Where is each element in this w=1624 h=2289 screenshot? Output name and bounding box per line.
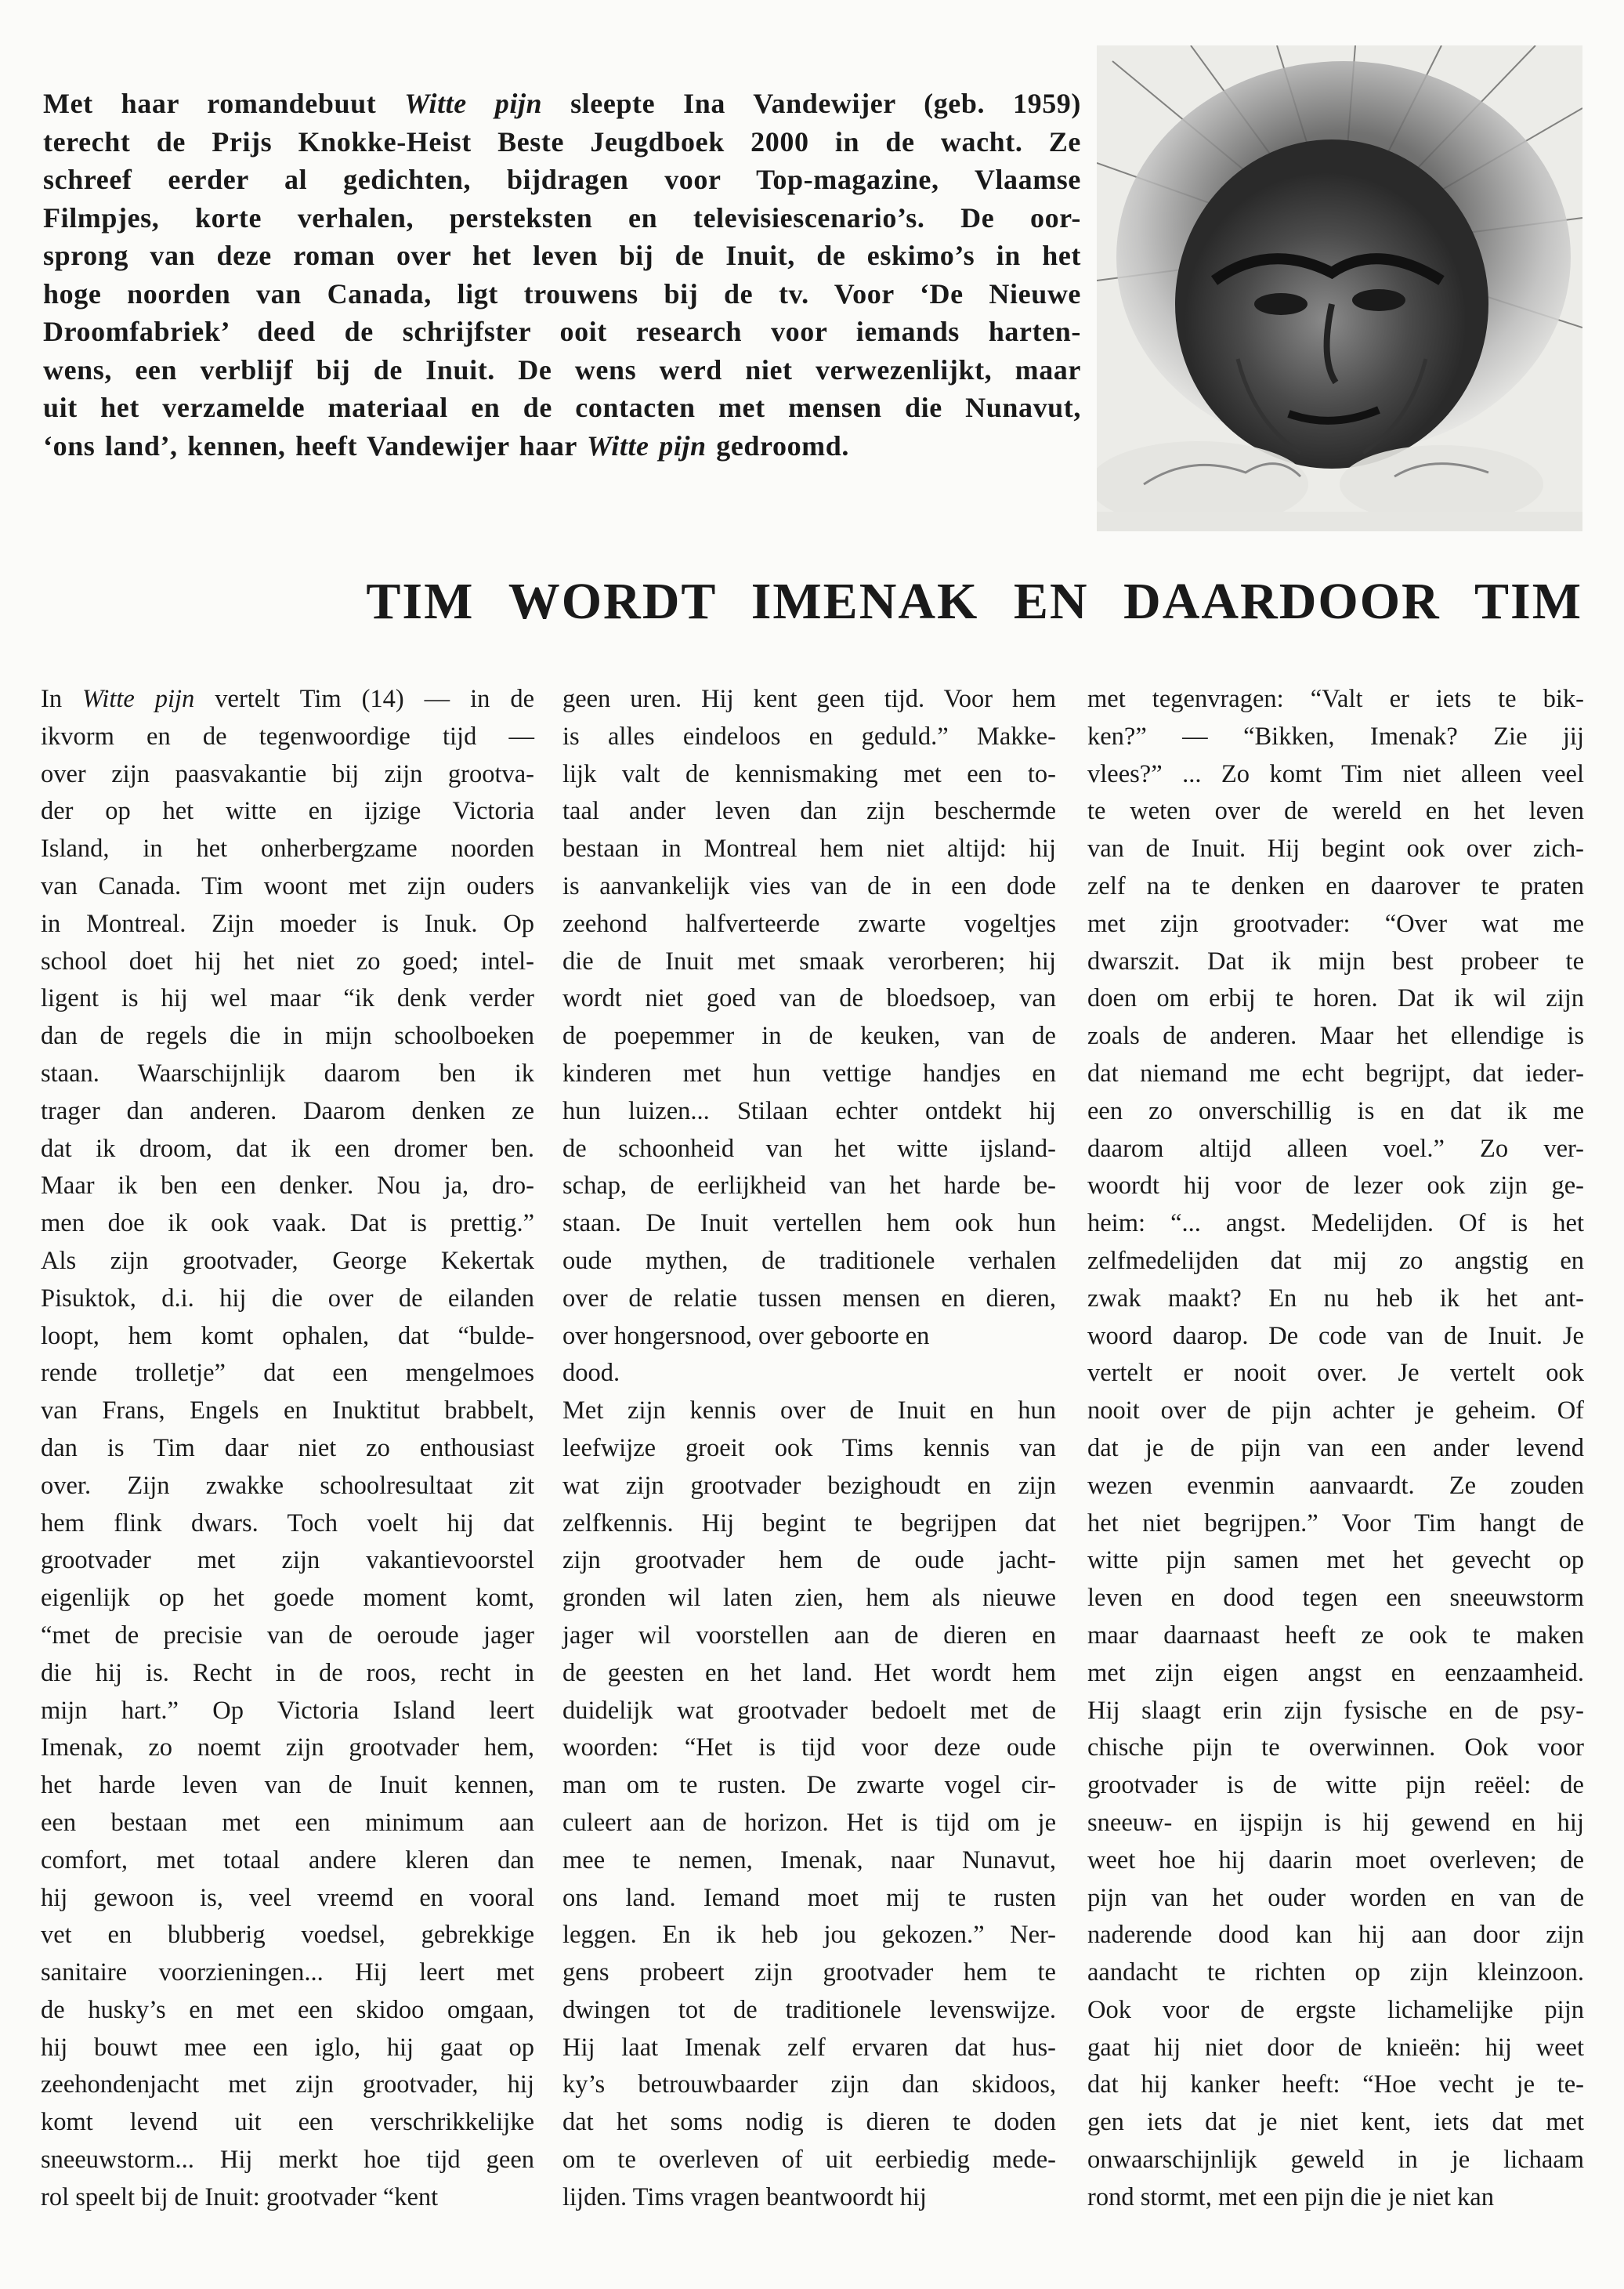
text-line [41,906,534,943]
text-line [562,1655,1056,1693]
text-segment: woordt hij voor de lezer ook zijn ge- [1087,1172,1584,1201]
text-segment: kinderen met hun vettige handjes en [562,1059,1056,1088]
text-segment: wezen evenmin aanvaardt. Ze zouden [1087,1471,1584,1500]
text-line [1087,719,1584,756]
text-line [562,1617,1056,1655]
text-segment: aandacht te richten op zijn kleinzoon. [1087,1958,1584,1987]
text-segment: het niet begrijpen.” Voor Tim hangt de [1087,1508,1584,1537]
text-segment: taal ander leven dan zijn beschermde [562,797,1056,826]
text-line [562,1767,1056,1805]
text-line [41,831,534,868]
text-line [41,1430,534,1468]
text-segment: wat zijn grootvader bezighoudt en zijn [562,1471,1056,1500]
text-segment: die hij is. Recht in de roos, recht in [41,1658,534,1687]
text-line [1087,1355,1584,1393]
text-segment: dat niemand me echt begrijpt, dat ieder- [1087,1059,1584,1088]
text-segment: zoals de anderen. Maar het ellendige is [1087,1022,1584,1051]
text-segment: Pisuktok, d.i. hij die over de eilanden [41,1284,534,1313]
text-line [43,313,1081,351]
text-segment: met tegenvragen: “Valt er iets te bik- [1087,685,1584,713]
text-segment: van de Inuit. Hij begint ook over zich- [1087,835,1584,864]
text-line [43,199,1081,237]
text-line [41,1093,534,1131]
text-line [1087,1580,1584,1617]
text-segment: zeehond halfverteerde zwarte vogeltjes [562,909,1056,938]
text-segment: daarom altijd alleen voel.” Zo ver- [1087,1134,1584,1163]
text-line [562,1992,1056,2030]
text-segment: comfort, met totaal andere kleren dan [41,1845,534,1874]
text-segment: grootvader met zijn vakantievoorstel [41,1546,534,1575]
text-segment: mee te nemen, Imenak, naar Nunavut, [562,1845,1056,1874]
text-segment: dwarszit. Dat ik mijn best probeer te [1087,947,1584,976]
text-line [562,1131,1056,1168]
text-line [562,1280,1056,1318]
text-line [1087,1205,1584,1243]
text-segment: men doe ik ook vaak. Dat is prettig.” [41,1209,534,1238]
text-line [1087,1767,1584,1805]
text-segment: nooit over de pijn achter je geheim. Of [1087,1396,1584,1425]
text-line [41,1131,534,1168]
text-segment: vet en blubberig voedsel, gebrekkige [41,1921,534,1950]
text-segment: een bestaan met een minimum aan [41,1808,534,1837]
text-line [562,1093,1056,1131]
text-segment: Met haar romandebuut [43,88,405,119]
text-segment: geen uren. Hij kent geen tijd. Voor hem [562,685,1056,713]
text-segment: sneeuw- en ijspijn is hij gewend en hij [1087,1808,1584,1837]
text-line [562,1355,1056,1393]
text-segment: dat ik droom, dat ik een dromer ben. [41,1134,534,1163]
text-line [562,1580,1056,1617]
text-line [41,1992,534,2030]
text-line [43,351,1081,389]
text-segment: woord daarop. De code van de Inuit. Je [1087,1321,1584,1350]
text-segment: rende trolletje” dat een mengelmoes [41,1359,534,1388]
text-line [41,1580,534,1617]
text-line [562,1018,1056,1056]
text-line [1087,1243,1584,1280]
text-segment: rond stormt, met een pijn die je niet kan [1087,2182,1494,2211]
text-line [562,1430,1056,1468]
text-line [41,719,534,756]
text-segment: Island, in het onherbergzame noorden [41,835,534,864]
text-segment: over de relatie tussen mensen en dieren, [562,1284,1056,1313]
text-line [41,868,534,906]
text-line [41,1018,534,1056]
text-segment: de geesten en het land. Het wordt hem [562,1658,1056,1687]
text-line [562,1318,1056,1356]
text-segment: schap, de eerlijkheid van het harde be- [562,1172,1056,1201]
article-title: TIM WORDT IMENAK EN DAARDOOR TIM [366,573,1582,630]
text-segment: duidelijk wat grootvader bedoelt met de [562,1696,1056,1725]
book-title: Witte pijn [82,685,195,713]
text-segment: onwaarschijnlijk geweld in je lichaam [1087,2146,1584,2175]
text-line [1087,1131,1584,1168]
text-segment: is alles eindeloos en geduld.” Makke- [562,722,1056,751]
text-line [562,1954,1056,1992]
text-line [41,2142,534,2179]
text-line [562,681,1056,719]
text-line [562,1205,1056,1243]
text-segment: wordt niet goed van de bloedsoep, van [562,984,1056,1013]
text-line [562,793,1056,831]
text-line [1087,943,1584,981]
portrait-drawing [1097,45,1582,531]
text-line [562,1505,1056,1543]
text-line [41,1542,534,1580]
text-segment: sleepte Ina Vandewijer (geb. 1959) [542,88,1081,119]
text-segment: ikvorm en de tegenwoordige tijd — [41,722,534,751]
text-line [43,389,1081,427]
text-line [1087,2104,1584,2142]
text-line [1087,1168,1584,1205]
text-line [562,756,1056,794]
text-line [41,1954,534,1992]
text-line [562,906,1056,943]
text-line [41,1205,534,1243]
text-segment: vertelt Tim (14) — in de [194,685,534,713]
text-line [1087,1542,1584,1580]
text-segment: over. Zijn zwakke schoolresultaat zit [41,1471,534,1500]
text-segment: Imenak, zo noemt zijn grootvader hem, [41,1733,534,1762]
text-segment: die de Inuit met smaak verorberen; hij [562,947,1056,976]
text-segment: schreef eerder al gedichten, bijdragen voor Top-magazine, Vlaamse [43,164,1081,195]
text-segment: grootvader is de witte pijn reëel: de [1087,1771,1584,1800]
text-line [1087,1805,1584,1842]
text-line [562,1880,1056,1918]
text-segment: leefwijze groeit ook Tims kennis van [562,1433,1056,1462]
text-line [41,980,534,1018]
text-line [41,1355,534,1393]
text-segment: uit het verzamelde materiaal en de contacten met mensen die Nunavut, [43,392,1081,423]
text-segment: over zijn paasvakantie bij zijn grootva- [41,759,534,788]
text-line [43,237,1081,275]
text-line [562,2066,1056,2104]
text-segment: man om te rusten. De zwarte vogel cir- [562,1771,1056,1800]
text-line [1087,1056,1584,1093]
text-segment: zijn grootvader hem de oude jacht- [562,1546,1056,1575]
text-line [41,1693,534,1730]
text-segment: lijden. Tims vragen beantwoordt hij [562,2182,927,2211]
text-segment: Filmpjes, korte verhalen, persteksten en televisiescenario’s. De oor- [43,201,1081,234]
text-segment: hem flink dwars. Toch voelt hij dat [41,1508,534,1537]
author-intro [43,85,1081,465]
text-segment: gens probeert zijn grootvader hem te [562,1958,1056,1987]
text-line [41,1468,534,1505]
text-line [1087,1393,1584,1430]
text-segment: terecht de Prijs Knokke-Heist Beste Jeugdboek 2000 in de wacht. Ze [43,125,1081,158]
text-line [562,1168,1056,1205]
text-line [1087,1617,1584,1655]
text-line [1087,1917,1584,1954]
text-segment: ligent is hij wel maar “ik denk verder [41,984,534,1013]
text-line [562,1729,1056,1767]
text-segment: de poepemmer in de keuken, van de [562,1022,1056,1051]
text-line [562,980,1056,1018]
text-line [41,1280,534,1318]
text-line [41,1318,534,1356]
text-segment: loopt, hem komt ophalen, dat “bulde- [41,1321,534,1350]
text-line [41,1168,534,1205]
text-line [41,1805,534,1842]
text-segment: dat je de pijn van een ander levend [1087,1433,1584,1462]
text-line [1087,1280,1584,1318]
text-segment: zwak maakt? En nu heb ik het ant- [1087,1284,1584,1313]
article-column-3 [1087,681,1584,2217]
text-line [1087,831,1584,868]
text-segment: hoge noorden van Canada, ligt trouwens bij de tv. Voor ‘De Nieuwe [43,277,1081,310]
text-line [43,427,1081,465]
text-line [41,1056,534,1093]
text-segment: Met zijn kennis over de Inuit en hun [562,1396,1056,1425]
text-line [1087,1655,1584,1693]
text-segment: met zijn grootvader: “Over wat me [1087,909,1584,938]
text-segment: mijn hart.” Op Victoria Island leert [41,1696,534,1725]
text-line [43,85,1081,123]
text-segment: sprong van deze roman over het leven bij de Inuit, de eskimo’s in het [43,240,1081,271]
text-segment: dwingen tot de traditionele levenswijze. [562,1995,1056,2024]
text-segment: school doet hij het niet zo goed; intel- [41,947,534,976]
text-segment: der op het witte en ijzige Victoria [41,797,534,826]
text-segment: woorden: “Het is tijd voor deze oude [562,1733,1056,1762]
text-segment: dood. [562,1359,620,1388]
text-line [562,2030,1056,2067]
text-segment: ky’s betrouwbaarder zijn dan skidoos, [562,2070,1056,2099]
text-line [41,1617,534,1655]
text-line [1087,2142,1584,2179]
text-segment: zelfkennis. Hij begint te begrijpen dat [562,1508,1056,1537]
text-segment: is aanvankelijk vies van de in een dode [562,871,1056,900]
text-segment: over hongersnood, over geboorte en [562,1321,930,1350]
text-segment: komt levend uit een verschrikkelijke [41,2108,534,2137]
text-line [41,1393,534,1430]
text-segment: hun luizen... Stilaan echter ontdekt hij [562,1096,1056,1125]
text-line [562,1693,1056,1730]
text-line [562,831,1056,868]
text-segment: chische pijn te overwinnen. Ook voor [1087,1733,1584,1762]
text-line [41,1505,534,1543]
text-segment: wens, een verblijf bij de Inuit. De wens werd niet verwezenlijkt, maar [43,353,1081,386]
text-line [41,2030,534,2067]
text-line [562,1393,1056,1430]
text-line [1087,1468,1584,1505]
text-line [562,1842,1056,1880]
text-segment: gen iets dat je niet kent, iets dat met [1087,2108,1584,2137]
text-segment: zeehondenjacht met zijn grootvader, hij [41,2070,534,2099]
text-segment: in Montreal. Zijn moeder is Inuk. Op [41,909,534,938]
text-line [41,756,534,794]
text-line [43,275,1081,313]
text-segment: Maar ik ben een denker. Nou ja, dro- [41,1172,534,1201]
text-line [1087,793,1584,831]
text-segment: vertelt er nooit over. Je vertelt ook [1087,1359,1584,1388]
text-line [43,161,1081,199]
text-line [41,1767,534,1805]
text-line [562,1542,1056,1580]
text-segment: culeert aan de horizon. Het is tijd om je [562,1808,1056,1837]
text-segment: staan. Waarschijnlijk daarom ben ik [41,1059,534,1088]
text-line [1087,681,1584,719]
text-segment: Hij slaagt erin zijn fysische en de psy- [1087,1696,1584,1725]
text-line [1087,1880,1584,1918]
text-line [1087,1842,1584,1880]
text-line [1087,1318,1584,1356]
text-line [562,719,1056,756]
text-segment: zelf na te denken en daarover te praten [1087,871,1584,900]
text-segment: oude mythen, de traditionele verhalen [562,1246,1056,1275]
text-line [41,943,534,981]
text-line [1087,2066,1584,2104]
inuit-portrait-illustration [1097,45,1582,531]
text-line [562,2104,1056,2142]
text-line [41,1842,534,1880]
text-line [562,943,1056,981]
text-segment: de husky’s en met een skidoo omgaan, [41,1995,534,2024]
text-segment: vlees?” ... Zo komt Tim niet alleen veel [1087,759,1584,788]
text-line [562,2179,1056,2217]
text-segment: “met de precisie van de oeroude jager [41,1621,534,1650]
text-segment: trager dan anderen. Daarom denken ze [41,1096,534,1125]
text-segment: de schoonheid van het witte ijsland- [562,1134,1056,1163]
text-segment: Ook voor de ergste lichamelijke pijn [1087,1995,1584,2024]
text-line [562,1805,1056,1842]
text-line [562,1468,1056,1505]
text-segment: pijn van het ouder worden en van de [1087,1883,1584,1912]
text-segment: Hij laat Imenak zelf ervaren dat hus- [562,2033,1056,2062]
text-segment: gronden wil laten zien, hem als nieuwe [562,1584,1056,1613]
text-segment: eigenlijk op het goede moment komt, [41,1584,534,1613]
text-segment: Als zijn grootvader, George Kekertak [41,1246,534,1275]
text-segment: sneeuwstorm... Hij merkt hoe tijd geen [41,2146,534,2175]
text-line [1087,980,1584,1018]
text-segment: ons land. Iemand moet mij te rusten [562,1883,1056,1912]
text-line [562,2142,1056,2179]
text-segment: het harde leven van de Inuit kennen, [41,1771,534,1800]
text-segment: van Frans, Engels en Inuktitut brabbelt, [41,1396,534,1425]
text-segment: gedroomd. [706,429,849,462]
article-column-2 [562,681,1056,2217]
text-line [1087,1430,1584,1468]
text-line [1087,2179,1584,2217]
text-line [41,1729,534,1767]
text-segment: doen om erbij te horen. Dat ik wil zijn [1087,984,1584,1013]
text-line [41,1880,534,1918]
text-segment: ken?” — “Bikken, Imenak? Zie jij [1087,722,1584,751]
text-line [43,123,1081,161]
text-segment: zelfmedelijden dat mij zo angstig en [1087,1246,1584,1275]
text-segment: leggen. En ik heb jou gekozen.” Ner- [562,1921,1056,1950]
text-segment: hij gewoon is, veel vreemd en vooral [41,1883,534,1912]
text-segment: heim: “... angst. Medelijden. Of is het [1087,1209,1584,1238]
text-segment: dat het soms nodig is dieren te doden [562,2108,1056,2137]
text-line [562,1243,1056,1280]
text-segment: rol speelt bij de Inuit: grootvader “kent [41,2182,439,2211]
text-segment: naderende dood kan hij aan door zijn [1087,1921,1584,1950]
text-segment: ‘ons land’, kennen, heeft Vandewijer haar [43,429,587,462]
text-line [41,2066,534,2104]
text-line [41,1917,534,1954]
book-title: Witte pijn [586,429,707,462]
text-segment: bestaan in Montreal hem niet altijd: hij [562,835,1056,864]
text-segment: weet hoe hij daarin moet overleven; de [1087,1845,1584,1874]
text-line [562,1917,1056,1954]
text-segment: leven en dood tegen een sneeuwstorm [1087,1584,1584,1613]
text-line [1087,1729,1584,1767]
text-line [1087,2030,1584,2067]
text-line [1087,1992,1584,2030]
text-line [41,681,534,719]
text-segment: dan is Tim daar niet zo enthousiast [41,1433,534,1462]
text-segment: maar daarnaast heeft ze ook te maken [1087,1621,1584,1650]
text-line [41,2179,534,2217]
text-segment: dat hij kanker heeft: “Hoe vecht je te- [1087,2070,1584,2099]
text-line [1087,868,1584,906]
text-line [41,1243,534,1280]
text-line [1087,1954,1584,1992]
text-segment: van Canada. Tim woont met zijn ouders [41,871,534,900]
text-segment: lijk valt de kennismaking met een to- [562,759,1056,788]
text-line [1087,1505,1584,1543]
text-segment: hij bouwt mee een iglo, hij gaat op [41,2033,534,2062]
text-segment: staan. De Inuit vertellen hem ook hun [562,1209,1056,1238]
article-column-1 [41,681,534,2217]
text-line [1087,906,1584,943]
text-line [1087,1693,1584,1730]
text-line [562,1056,1056,1093]
text-segment: Droomfabriek’ deed de schrijfster ooit research voor iemands harten- [43,316,1081,347]
text-line [1087,1018,1584,1056]
text-line [41,2104,534,2142]
text-line [41,793,534,831]
text-segment: een zo onverschillig is en dat ik me [1087,1096,1584,1125]
text-segment: witte pijn samen met het gevecht op [1087,1546,1584,1575]
text-line [1087,756,1584,794]
text-line [41,1655,534,1693]
text-segment: gaat hij niet door de knieën: hij weet [1087,2033,1584,2062]
text-segment: jager wil voorstellen aan de dieren en [562,1621,1056,1650]
text-line [562,868,1056,906]
text-segment: dan de regels die in mijn schoolboeken [41,1022,534,1051]
text-segment: om te overleven of uit eerbiedig mede- [562,2146,1056,2175]
text-segment: te weten over de wereld en het leven [1087,797,1584,826]
text-line [1087,1093,1584,1131]
text-segment: sanitaire voorzieningen... Hij leert met [41,1958,534,1987]
text-segment: In [41,685,83,713]
book-title: Witte pijn [404,88,543,119]
text-segment: met zijn eigen angst en eenzaamheid. [1087,1658,1584,1687]
